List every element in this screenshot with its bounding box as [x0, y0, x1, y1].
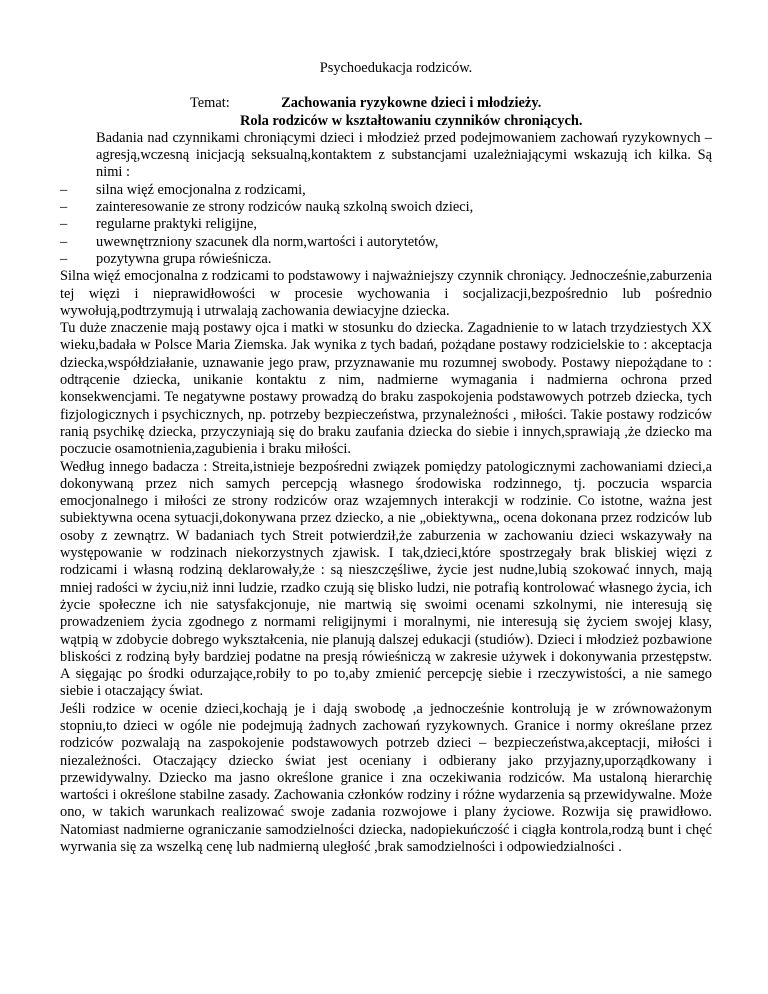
protective-factors-list	[60, 182, 712, 268]
list-item	[60, 234, 712, 251]
dash-icon: –	[60, 233, 68, 250]
dash-icon: –	[60, 216, 68, 233]
list-item	[60, 182, 712, 199]
document-title: Psychoedukacja rodziców.	[319, 60, 473, 76]
list-item-text: silna więź emocjonalna z rodzicami,	[96, 181, 306, 198]
body-paragraph-ziemska: Tu duże znaczenie mają postawy ojca i matki w stosunku do dziecka. Zagadnienie to w latach trzydziestych XX wieku,badała w Polsce Maria Ziemska. Jak wynika z tych badań, pożądane postawy rodzicielskie to : akceptacja dziecka,współdziałanie, uznawanie jego praw, przyznawanie mu rozumnej swobody. Postawy niepożądane to : odtrącenie dziecka, unikanie kontaktu z nim, nadmierne wymagania i nadmierna ochrona przed konsekwencjami. Te negatywne postawy prowadzą do braku zaspokojenia podstawowych potrzeb dziecka, tych fizjologicznych i psychicznych, np. potrzeby bezpieczeństwa, przynależności , miłości. Takie postawy rodziców ranią psychikę dziecka, przyczyniają się do braku zaufania dziecka do siebie i innych,sprawiają ,że dziecko ma poczucie osamotnienia,zagubienia i braku miłości.	[60, 320, 712, 458]
topic-heading	[240, 95, 582, 130]
body-paragraph-bond: Silna więź emocjonalna z rodzicami to podstawowy i najważniejszy czynnik chroniący. Jednocześnie,zaburzenia tej więzi i nieprawidłowości w procesie wychowania i socjalizacji,bezpośrednio lub pośrednio wywołują,podtrzymują i utrwalają zachowania dewiacyjne dziecka.	[60, 268, 712, 319]
body-paragraph-streit: Według innego badacza : Streita,istnieje bezpośredni związek pomiędzy patologicznymi zachowaniami dzieci,a dokonywaną przez nich samych percepcją własnego środowiska rodzinnego, tj. poczucia wsparcia emocjonalnego i miłości ze strony rodziców oraz wzajemnych interakcji w rodzinie. Co istotne, ważna jest subiektywna ocena sytuacji,dokonywana przez dziecko, a nie „obiektywna„ ocena dokonana przez rodziców lub osoby z zewnątrz. W badaniach tych Streit potwierdził,że zaburzenia w zachowaniu dzieci wskazywały na występowanie w rodzinach niekorzystnych zjawisk. I tak,dzieci,które spostrzegały brak bliskiej więzi z rodzicami i własną rodziną deklarowały,że : są nieszczęśliwe, życie jest nudne,lubią szokować innych, mają mniej radości w życiu,niż inni ludzie, rzadko czują się blisko ludzi, nie potrafią kontrolować własnego życia, ich życie społeczne ich nie satysfakcjonuje, nie martwią się swoimi ocenami szkolnymi, nie interesują się prowadzeniem życia zgodnego z normami religijnymi i moralnymi, nie interesują się życiem swojej klasy, wątpią w zdobycie dobrego wykształcenia, nie planują dalszej edukacji (studiów). Dzieci i młodzież pozbawione bliskości z rodziną były bardziej podatne na presją rówieśniczą w zakresie używek i dokonywania przestępstw. A sięgając po środki odurzające,robiły to po to,aby zmienić percepcję siebie i rzeczywistości, a nie samego siebie i otaczający świat.	[60, 458, 712, 700]
document-page	[60, 60, 712, 856]
body-paragraph-boundaries: Jeśli rodzice w ocenie dzieci,kochają je i dają swobodę ,a jednocześnie kontrolują je w zrównoważonym stopniu,to dzieci w ogóle nie podejmują żadnych zachowań ryzykownych. Granice i normy określane przez rodziców pozwalają na zaspokojenie podstawowych potrzeb dzieci – bezpieczeństwa,akceptacji, miłości i niezależności. Otaczający dziecko świat jest oceniany i odbierany jako przyjazny,uporządkowany i przewidywalny. Dziecko ma jasno określone granice i zna oczekiwania rodziców. Ma ustaloną hierarchię wartości i określone stabilne zasady. Zachowania członków rodziny i różne wydarzenia są przewidywalne. Może ono, w takich warunkach realizować swoje zadania rozwojowe i plany życiowe. Rozwija się prawidłowo. Natomiast nadmierne ograniczanie samodzielności dziecka, nadopiekuńczość i ciągła kontrola,rodzą bunt i chęć wyrwania się za wszelką cenę lub nadmierną uległość ,brak samodzielności i odpowiedzialności .	[60, 700, 712, 856]
topic-line-2: Rola rodziców w kształtowaniu czynników chroniących.	[240, 112, 583, 129]
list-item-text: pozytywna grupa rówieśnicza.	[96, 250, 272, 267]
intro-paragraph: Badania nad czynnikami chroniącymi dzieci i młodzież przed podejmowaniem zachowań ryzykownych – agresją,wczesną inicjacją seksualną,kontaktem z substancjami uzależniającymi wskazują ich kilka. Są nimi :	[96, 129, 712, 181]
list-item	[60, 199, 712, 216]
dash-icon: –	[60, 250, 68, 267]
topic-line-1: Zachowania ryzykowne dzieci i młodzieży.	[281, 95, 542, 112]
dash-icon: –	[60, 181, 68, 198]
list-item	[60, 216, 712, 233]
list-item-text: regularne praktyki religijne,	[96, 216, 258, 233]
list-item-text: zainteresowanie ze strony rodziców nauką szkolną swoich dzieci,	[96, 199, 474, 216]
list-item-text: uwewnętrzniony szacunek dla norm,wartości i autorytetów,	[96, 233, 439, 250]
topic-block	[60, 95, 712, 130]
topic-label: Temat:	[190, 95, 230, 112]
list-item	[60, 251, 712, 268]
dash-icon: –	[60, 199, 68, 216]
